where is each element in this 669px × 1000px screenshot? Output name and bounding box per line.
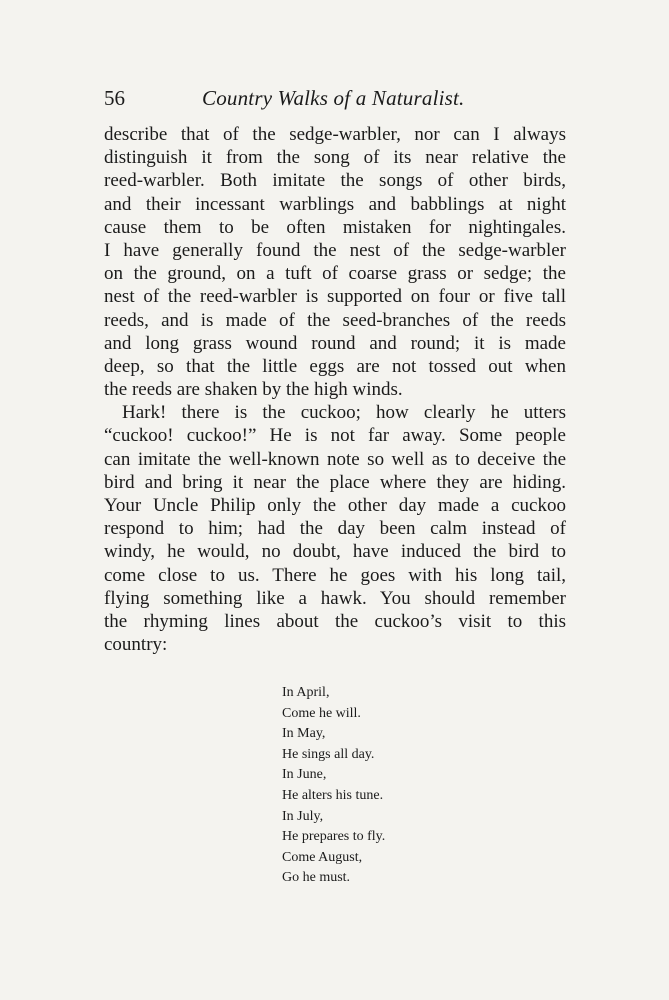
poem-line: In April, — [282, 685, 330, 700]
running-title: Country Walks of a Naturalist. — [202, 86, 465, 110]
text-line: reeds, and is made of the seed-branches of the reeds — [104, 309, 566, 331]
text-line: cause them to be often mistaken for nightingales. — [104, 216, 566, 238]
cuckoo-rhyme — [282, 683, 385, 889]
text-line: the rhyming lines about the cuckoo’s visit to this — [104, 610, 566, 632]
text-line: describe that of the sedge-warbler, nor can I always — [104, 124, 566, 145]
text-line: the reeds are shaken by the high winds. — [104, 379, 403, 401]
text-line: on the ground, on a tuft of coarse grass or sedge; the — [104, 263, 566, 285]
poem-line: Go he must. — [282, 870, 351, 886]
paragraph-1 — [104, 123, 566, 401]
text-line: reed-warbler. Both imitate the songs of other birds, — [104, 170, 566, 192]
text-line: come close to us. There he goes with his long tail, — [104, 564, 566, 586]
text-line: respond to him; had the day been calm instead of — [104, 518, 566, 540]
page-number: 56 — [104, 86, 125, 110]
poem-line: He sings all day. — [282, 746, 375, 762]
body-text — [104, 123, 566, 656]
text-line: “cuckoo! cuckoo!” He is not far away. Some people — [104, 425, 566, 447]
poem-line: In June, — [282, 767, 327, 783]
text-line: I have generally found the nest of the sedge-warbler — [104, 239, 566, 261]
paragraph-2 — [104, 401, 566, 656]
text-line: country: — [104, 634, 168, 656]
text-line: bird and bring it near the place where they are hiding. — [104, 471, 566, 493]
text-line: deep, so that the little eggs are not tossed out when — [104, 355, 566, 377]
text-line: Your Uncle Philip only the other day made a cuckoo — [104, 495, 566, 516]
poem-line: Come August, — [282, 849, 363, 865]
text-line: Hark! there is the cuckoo; how clearly he utters — [122, 402, 566, 424]
text-line: and long grass wound round and round; it is made — [104, 332, 566, 354]
poem-line: Come he will. — [282, 705, 361, 721]
poem-line: In May, — [282, 726, 326, 742]
text-line: flying something like a hawk. You should remember — [104, 587, 566, 609]
text-line: distinguish it from the song of its near relative the — [104, 147, 566, 169]
text-line: windy, he would, no doubt, have induced the bird to — [104, 541, 566, 563]
poem-line: In July, — [282, 808, 324, 824]
poem-line: He prepares to fly. — [282, 829, 386, 845]
text-line: and their incessant warblings and babblings at night — [104, 193, 566, 215]
poem-line: He alters his tune. — [282, 787, 384, 803]
text-line: nest of the reed-warbler is supported on four or five tall — [104, 286, 566, 308]
page-header — [104, 86, 566, 116]
text-line: can imitate the well-known note so well as to deceive the — [104, 448, 566, 470]
